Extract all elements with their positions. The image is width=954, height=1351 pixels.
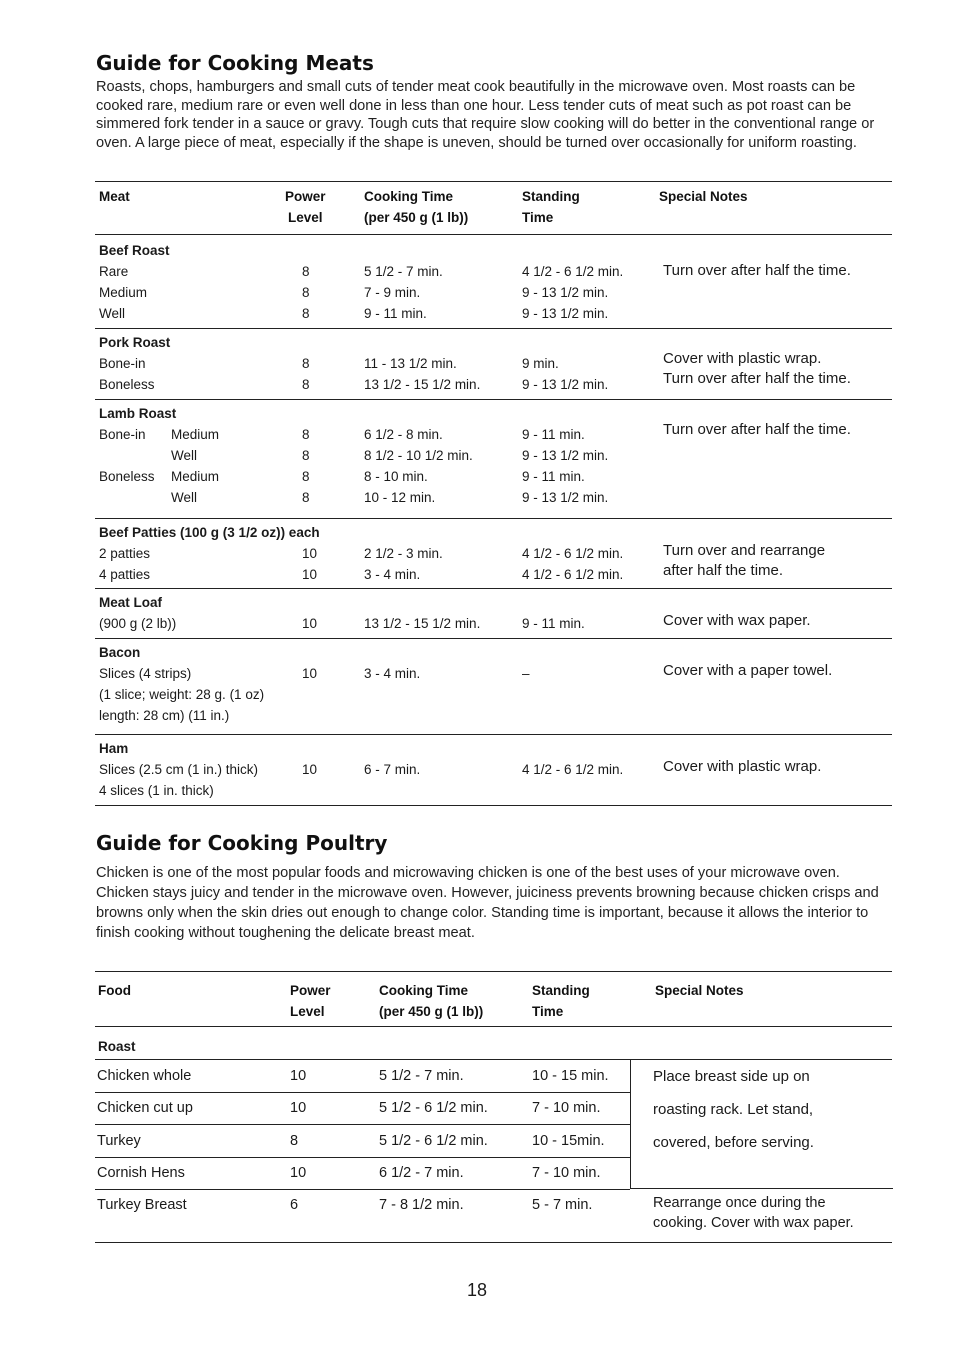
meat-cut-name: Well (99, 306, 126, 321)
poultry-intro: Chicken is one of the most popular foods and microwaving chicken is one of the best uses of your microwave oven. Chicken stays juicy and tender in the microwave oven. However, juiciness prevents browning because chicken crisps and browns only when the skin dries out enough to change color. Standing time is important, because it allows the interior to finish cooking without toughening the delicate breast meat. (96, 865, 879, 941)
poultry-row (95, 1092, 630, 1125)
cooking-time: 7 - 8 1/2 min. (379, 1197, 464, 1213)
power-level: 6 (290, 1197, 299, 1213)
meat-cut-name: length: 28 cm) (11 in.) (99, 708, 230, 723)
standing-time: 4 1/2 - 6 1/2 min. (522, 546, 624, 561)
standing-time: 4 1/2 - 6 1/2 min. (522, 567, 624, 582)
special-note: covered, before serving. (653, 1134, 814, 1151)
header-standing: Standing (532, 983, 590, 998)
standing-time: 9 - 13 1/2 min. (522, 285, 609, 300)
cooking-time: 6 1/2 - 7 min. (379, 1165, 464, 1181)
special-note: Rearrange once during the (653, 1195, 826, 1211)
header-power: Power (285, 189, 326, 204)
power-level: 10 (290, 1100, 307, 1116)
meat-cut-name: (1 slice; weight: 28 g. (1 oz) (99, 687, 265, 702)
header-special-notes: Special Notes (655, 983, 744, 998)
meat-cut-name: Medium (99, 285, 148, 300)
special-note: after half the time. (663, 562, 784, 579)
header-time: Time (522, 210, 554, 225)
power-level: 8 (290, 1133, 299, 1149)
meats-intro: Roasts, chops, hamburgers and small cuts of tender meat cook beautifully in the microwave oven. Most roasts can be cooked rare, medium rare or even well done in less than one hour. Less tender cuts of meat such as pot roast can be simmered fork tender in a sauce or gravy. Tough cuts that require slow cooking will do better in the conventional range or oven. A large piece of meat, especially if the shape is uneven, should be turned over occasionally for uniform roasting. (96, 79, 875, 152)
meat-group (95, 518, 892, 589)
meat-group (95, 638, 892, 735)
meat-cut-name: Boneless (99, 377, 155, 392)
cooking-time: 2 1/2 - 3 min. (364, 546, 443, 561)
special-note: roasting rack. Let stand, (653, 1101, 814, 1118)
cooking-time: 8 1/2 - 10 1/2 min. (364, 448, 473, 463)
power-level: 10 (302, 762, 318, 777)
meat-cut-name: Slices (4 strips) (99, 666, 192, 681)
standing-time: 10 - 15 min. (532, 1068, 609, 1084)
cooking-time: 6 1/2 - 8 min. (364, 427, 443, 442)
standing-time: 9 min. (522, 356, 559, 371)
standing-time: 9 - 13 1/2 min. (522, 490, 609, 505)
header-special-notes: Special Notes (659, 189, 748, 204)
power-level: 10 (290, 1068, 307, 1084)
standing-time: 7 - 10 min. (532, 1100, 601, 1116)
cooking-time: 7 - 9 min. (364, 285, 421, 300)
meats-title: Guide for Cooking Meats (96, 51, 374, 75)
power-level: 8 (302, 356, 310, 371)
cooking-time: 3 - 4 min. (364, 666, 421, 681)
poultry-name: Cornish Hens (97, 1165, 185, 1181)
standing-time: 9 - 13 1/2 min. (522, 306, 609, 321)
power-level: 8 (302, 264, 310, 279)
shared-notes-box (630, 1060, 893, 1189)
cooking-time: 5 1/2 - 7 min. (379, 1068, 464, 1084)
header-time: Time (532, 1004, 564, 1019)
meat-group-title: Beef Roast (99, 243, 170, 258)
special-note: Cover with wax paper. (663, 612, 811, 629)
meat-cut-name: Boneless (99, 469, 155, 484)
header-power: Power (290, 983, 331, 998)
cooking-time: 11 - 13 1/2 min. (364, 356, 457, 371)
special-note: Turn over after half the time. (663, 262, 851, 279)
header-level: Level (290, 1004, 325, 1019)
meat-group (95, 328, 892, 400)
meat-cut-name: (900 g (2 lb)) (99, 616, 177, 631)
header-cooking-time: Cooking Time (364, 189, 454, 204)
meat-cut-name: 4 patties (99, 567, 151, 582)
poultry-table (95, 971, 892, 1246)
cooking-time: 5 1/2 - 7 min. (364, 264, 443, 279)
poultry-title: Guide for Cooking Poultry (96, 831, 388, 855)
cooking-time: 5 1/2 - 6 1/2 min. (379, 1133, 488, 1149)
header-level: Level (288, 210, 323, 225)
meat-group-title: Beef Patties (100 g (3 1/2 oz)) each (99, 525, 320, 540)
power-level: 10 (302, 616, 318, 631)
cooking-time: 6 - 7 min. (364, 762, 421, 777)
header-standing: Standing (522, 189, 580, 204)
cooking-time: 5 1/2 - 6 1/2 min. (379, 1100, 488, 1116)
meat-doneness: Well (171, 490, 198, 505)
cooking-time: 13 1/2 - 15 1/2 min. (364, 377, 481, 392)
poultry-name: Chicken cut up (97, 1100, 193, 1116)
meat-group (95, 236, 892, 329)
special-note: Turn over and rearrange (663, 542, 826, 559)
meat-cut-name: Bone-in (99, 427, 146, 442)
special-note: Turn over after half the time. (663, 421, 851, 438)
standing-time: 9 - 13 1/2 min. (522, 377, 609, 392)
power-level: 8 (302, 377, 310, 392)
standing-time: 7 - 10 min. (532, 1165, 601, 1181)
standing-time: 4 1/2 - 6 1/2 min. (522, 762, 624, 777)
cooking-time: 8 - 10 min. (364, 469, 428, 484)
header-meat: Meat (99, 189, 130, 204)
meat-group (95, 399, 892, 519)
cooking-time: 3 - 4 min. (364, 567, 421, 582)
power-level: 8 (302, 448, 310, 463)
header-food: Food (98, 983, 131, 998)
meat-group-title: Meat Loaf (99, 595, 163, 610)
meat-doneness: Well (171, 448, 198, 463)
meat-doneness: Medium (171, 427, 220, 442)
special-note: Place breast side up on (653, 1068, 810, 1085)
meat-cut-name: Bone-in (99, 356, 146, 371)
meat-doneness: Medium (171, 469, 220, 484)
power-level: 8 (302, 469, 310, 484)
poultry-row (95, 1125, 630, 1158)
special-note: Cover with plastic wrap. (663, 350, 822, 367)
power-level: 10 (290, 1165, 307, 1181)
standing-time: 9 - 13 1/2 min. (522, 448, 609, 463)
standing-time: 5 - 7 min. (532, 1197, 593, 1213)
special-note: Cover with a paper towel. (663, 662, 833, 679)
meat-cut-name: Rare (99, 264, 129, 279)
power-level: 8 (302, 285, 310, 300)
poultry-name: Chicken whole (97, 1068, 192, 1084)
special-note: Turn over after half the time. (663, 370, 851, 387)
poultry-row (95, 1189, 892, 1243)
poultry-name: Turkey Breast (97, 1197, 187, 1213)
power-level: 10 (302, 546, 318, 561)
meat-cut-name: Slices (2.5 cm (1 in.) thick) (99, 762, 259, 777)
standing-time: 9 - 11 min. (522, 616, 585, 631)
header-cooking-time: Cooking Time (379, 983, 469, 998)
meat-group-title: Bacon (99, 645, 141, 660)
power-level: 10 (302, 567, 318, 582)
power-level: 8 (302, 427, 310, 442)
poultry-row (95, 1060, 630, 1093)
meats-table (95, 181, 892, 806)
meat-cut-name: 4 slices (1 in. thick) (99, 783, 214, 798)
group-title-roast: Roast (98, 1039, 136, 1054)
standing-time: – (522, 666, 530, 681)
page-number: 18 (466, 1280, 488, 1300)
power-level: 8 (302, 306, 310, 321)
power-level: 10 (302, 666, 318, 681)
special-note: Cover with plastic wrap. (663, 758, 822, 775)
meat-group (95, 588, 892, 639)
meat-group-title: Pork Roast (99, 335, 171, 350)
standing-time: 4 1/2 - 6 1/2 min. (522, 264, 624, 279)
power-level: 8 (302, 490, 310, 505)
meat-cut-name: 2 patties (99, 546, 151, 561)
standing-time: 9 - 11 min. (522, 427, 585, 442)
meat-group-title: Ham (99, 741, 129, 756)
poultry-row (95, 1157, 630, 1190)
cooking-time: 9 - 11 min. (364, 306, 427, 321)
meat-group-title: Lamb Roast (99, 406, 177, 421)
cooking-time: 13 1/2 - 15 1/2 min. (364, 616, 481, 631)
standing-time: 10 - 15min. (532, 1133, 605, 1149)
header-per-weight: (per 450 g (1 lb)) (364, 210, 469, 225)
header-per-weight: (per 450 g (1 lb)) (379, 1004, 484, 1019)
special-note: cooking. Cover with wax paper. (653, 1215, 854, 1231)
cooking-time: 10 - 12 min. (364, 490, 436, 505)
standing-time: 9 - 11 min. (522, 469, 585, 484)
meat-group (95, 734, 892, 806)
poultry-name: Turkey (97, 1133, 141, 1149)
